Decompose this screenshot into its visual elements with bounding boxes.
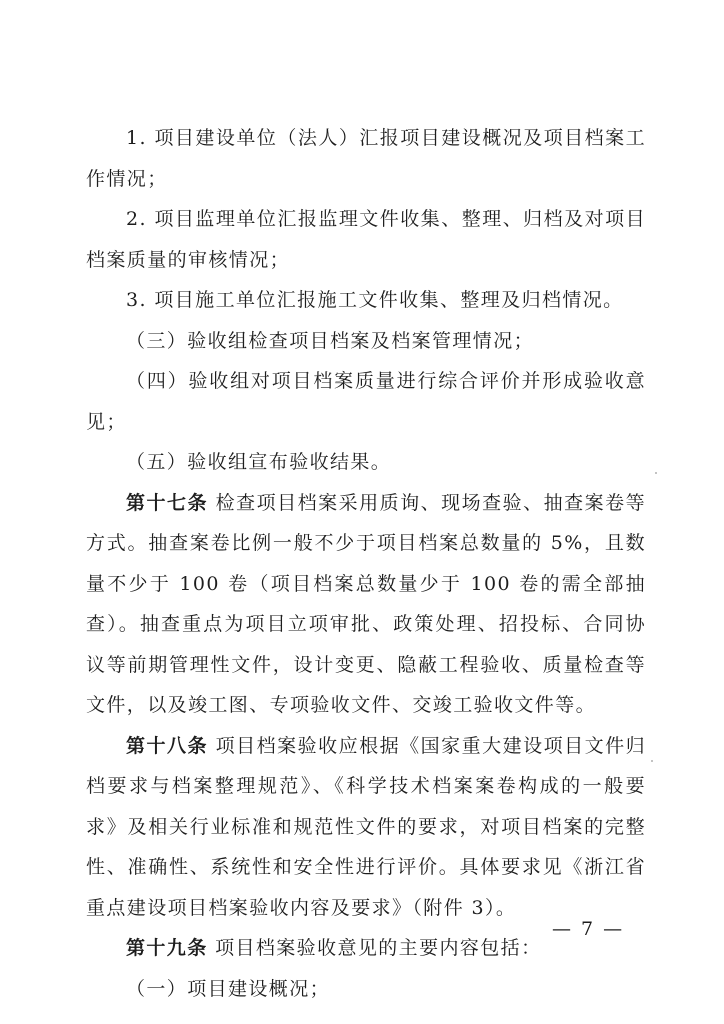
article-text: 项目档案验收应根据《国家重大建设项目文件归档要求与档案整理规范》、《科学技术档案案卷构成的一般要求》及相关行业标准和规范性文件的要求，对项目档案的完整性、准确性、系统性和安全性进行评价。具体要求见《浙江省重点建设项目档案验收内容及要求》（附件 3）。 xyxy=(86,734,646,919)
paragraph-text: （一）项目建设概况； xyxy=(126,977,331,1000)
scan-speck xyxy=(651,760,653,762)
article-text: 检查项目档案采用质询、现场查验、抽查案卷等方式。抽查案卷比例一般不少于项目档案总数量的 5%，且数量不少于 100 卷（项目档案总数量少于 100 卷的需全部抽查）。抽查重点为项目立项审批、政策处理、招投标、合同协议等前期管理性文件，设计变更、隐蔽工程验收、质量检查等文件，以及竣工图、专项验收文件、交竣工验收文件等。 xyxy=(86,491,646,716)
page-number: — 7 — xyxy=(552,918,625,940)
paragraph-2 xyxy=(86,199,646,280)
paragraph-text: （五）验收组宣布验收结果。 xyxy=(126,451,392,473)
paragraph-10 xyxy=(86,969,646,1010)
paragraph-3 xyxy=(86,280,646,321)
paragraph-text: （四）验收组对项目档案质量进行综合评价并形成验收意见； xyxy=(86,370,646,433)
article-heading: 第十七条 xyxy=(126,491,209,514)
article-text: 项目档案验收意见的主要内容包括： xyxy=(215,937,542,959)
article-17 xyxy=(86,483,646,726)
document-body xyxy=(86,118,646,1009)
paragraph-text: 3. 项目施工单位汇报施工文件收集、整理及归档情况。 xyxy=(126,289,624,311)
article-heading: 第十九条 xyxy=(126,937,208,959)
article-18 xyxy=(86,726,646,929)
paragraph-text: 1. 项目建设单位（法人）汇报项目建设概况及项目档案工作情况； xyxy=(86,127,646,190)
paragraph-text: （三）验收组检查项目档案及档案管理情况； xyxy=(126,329,535,352)
paragraph-1 xyxy=(86,118,646,199)
paragraph-5 xyxy=(86,361,646,442)
paragraph-text: 2. 项目监理单位汇报监理文件收集、整理、归档及对项目档案质量的审核情况； xyxy=(86,208,646,271)
article-heading: 第十八条 xyxy=(126,734,209,757)
scan-speck xyxy=(655,472,657,474)
paragraph-6 xyxy=(86,442,646,483)
paragraph-4 xyxy=(86,321,646,362)
